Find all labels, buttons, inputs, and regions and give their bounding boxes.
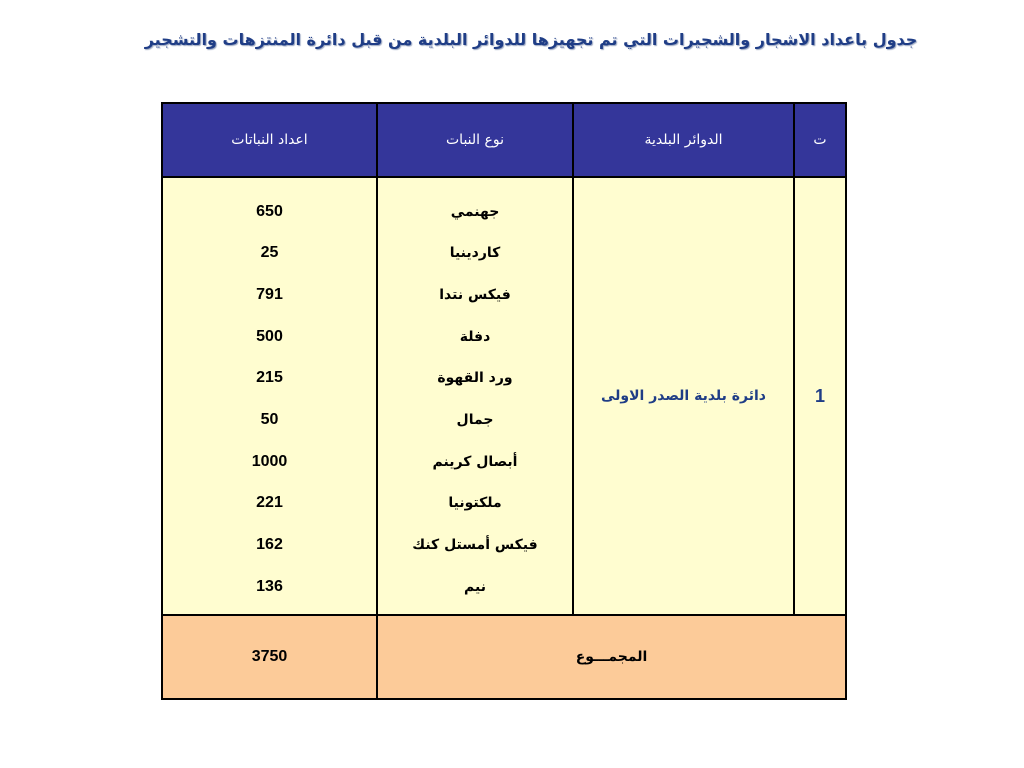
plant-count: 50 xyxy=(260,411,279,428)
plant-count: 221 xyxy=(256,494,283,512)
plant-type-cell xyxy=(377,177,573,615)
plant-count: 136 xyxy=(256,577,283,595)
total-value: 3750 xyxy=(162,615,377,699)
plant-count: 500 xyxy=(256,327,283,345)
header-district: الدوائر البلدية xyxy=(573,103,794,177)
plant-name: نيم xyxy=(464,578,486,595)
plant-count: 215 xyxy=(256,369,283,387)
row-seq: 1 xyxy=(794,177,846,615)
table-row xyxy=(162,177,846,615)
plant-name: فيكس أمستل كنك xyxy=(412,537,538,554)
row-district: دائرة بلدية الصدر الاولى xyxy=(573,177,794,615)
plant-name: ملكتونيا xyxy=(448,495,502,512)
plant-type-list xyxy=(378,181,572,612)
plant-count-list xyxy=(163,181,376,612)
plant-name: فيكس نتدا xyxy=(439,286,511,303)
total-label: المجمـــوع xyxy=(377,615,846,699)
header-seq: ت xyxy=(794,103,846,177)
plant-name: أبصال كرينم xyxy=(432,453,518,470)
plant-name: ورد القهوة xyxy=(437,370,513,387)
plant-count: 1000 xyxy=(251,452,288,470)
page-title: جدول باعداد الاشجار والشجيرات التي تم تجهيزها للدوائر البلدية من قبل دائرة المنتزهات والتشجير xyxy=(144,30,918,49)
plant-count: 791 xyxy=(256,285,283,303)
plant-name: دفلة xyxy=(459,328,491,345)
plant-count: 650 xyxy=(256,202,283,220)
plant-count: 162 xyxy=(256,536,283,554)
plant-count: 25 xyxy=(260,244,279,262)
plant-count-cell xyxy=(162,177,377,615)
plants-table xyxy=(161,102,847,700)
total-row xyxy=(162,615,846,699)
plant-name: جمال xyxy=(456,412,494,428)
header-count: اعداد النباتات xyxy=(162,103,377,177)
header-plant-type: نوع النبات xyxy=(377,103,573,177)
plant-name: جهنمي xyxy=(450,203,500,220)
plant-name: كاردينيا xyxy=(449,245,501,262)
table-header-row xyxy=(162,103,846,177)
